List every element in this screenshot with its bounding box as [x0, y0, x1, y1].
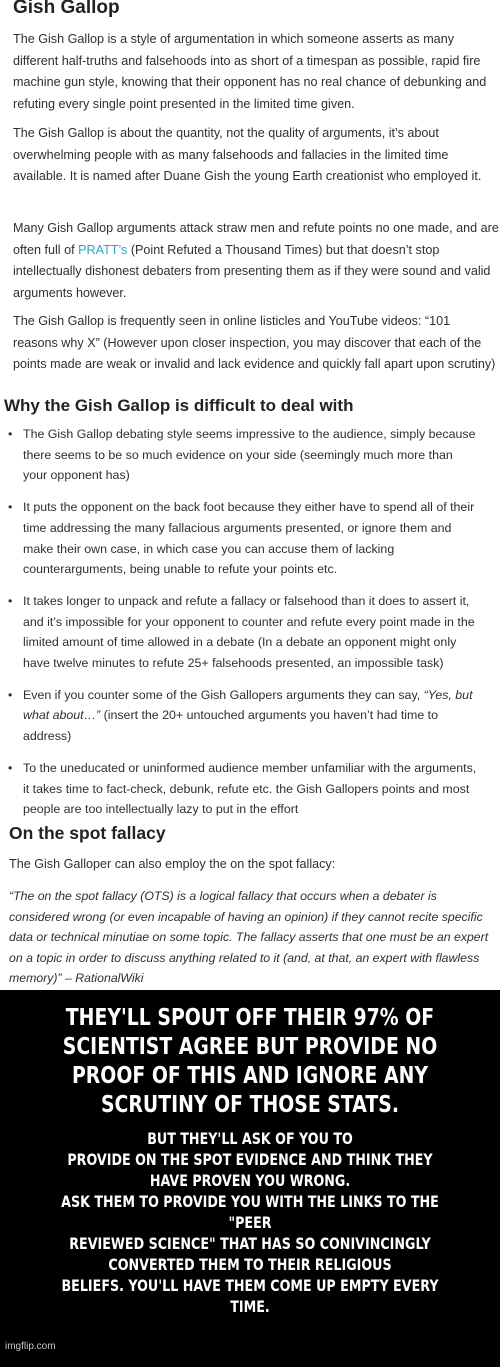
meme-top-caption: THEY'LL SPOUT OFF THEIR 97% OF SCIENTIST AGREE BUT PROVIDE NO PROOF OF THIS AND IGNORE ANY SCRUTINY OF THOSE STATS. — [62, 1005, 438, 1118]
bullet-icon: • — [8, 500, 13, 515]
list-item — [8, 591, 478, 674]
list-item-text: The Gish Gallop debating style seems impressive to the audience, simply because there seems to be so much evidence on your side (seemingly much more than your opponent has) — [23, 427, 476, 483]
list-item — [8, 758, 478, 820]
list-item-text-after: (insert the 20+ untouched arguments you haven’t had time to address) — [23, 708, 438, 744]
list-item-text: To the uneducated or uninformed audience member unfamiliar with the arguments, it takes time to fact-check, debunk, refute etc. the Gish Gallopers points and most people are too intellectually lazy to put in the effort — [23, 760, 477, 817]
p3-text-before: Many Gish Gallop arguments attack straw men and refute points no one made, and are often full of — [13, 221, 499, 257]
list-item — [8, 497, 478, 580]
imgflip-watermark: imgflip.com — [5, 1341, 56, 1352]
bullet-icon: • — [8, 593, 13, 608]
bullet-icon: • — [8, 760, 13, 775]
paragraph-listicles: The Gish Gallop is frequently seen in online listicles and YouTube videos: “101 reasons why X” (However upon closer inspection, you may discover that each of the points made are weak or invalid and lack evidence and quickly fall apart upon scrutiny) — [13, 314, 496, 372]
paragraph-definition: The Gish Gallop is a style of argumentation in which someone asserts as many different half-truths and falsehoods into as short of a timespan as possible, rapid fire machine gun style, knowing that their opponent has no real chance of debunking and refuting every single point presented in the limited time given. — [13, 32, 487, 112]
paragraph-spot-intro: The Gish Galloper can also employ the on the spot fallacy: — [9, 857, 336, 871]
bullet-icon: • — [8, 427, 13, 441]
paragraph-quantity: The Gish Gallop is about the quantity, not the quality of arguments, it’s about overwhelming people with as many falsehoods and fallacies in the limited time available. It is named after Duane Gish the young Earth creationist who employed it. — [13, 126, 482, 184]
bullet-icon: • — [8, 687, 13, 702]
list-item-italic: “Yes, but what about…” — [23, 687, 473, 723]
list-item-text: It takes longer to unpack and refute a fallacy or falsehood than it does to assert it, and it’s impossible for your opponent to counter and refute every point made in the limited amount of time allowed in a debate (In a debate an opponent might only have twelve minutes to refute 25+ falsehoods presented, an impossible task) — [23, 593, 475, 671]
pratt-link[interactable]: PRATT’s — [78, 242, 128, 257]
rationalwiki-quote: “The on the spot fallacy (OTS) is a logical fallacy that occurs when a debater is considered wrong (or even incapable of having an opinion) if they cannot recite specific data or technical minutiae on some topic. The fallacy asserts that one must be an expert on a topic in order to discuss anything related to it (and, at that, an expert with flawless memory)” – RationalWiki — [9, 889, 489, 985]
section-heading-why: Why the Gish Gallop is difficult to deal with — [4, 396, 354, 415]
meme-bottom-caption: BUT THEY'LL ASK OF YOU TO PROVIDE ON THE SPOT EVIDENCE AND THINK THEY HAVE PROVEN YOU WRONG. ASK THEM TO PROVIDE YOU WITH THE LINKS TO THE "PEER REVIEWED SCIENCE" THAT HAS SO CONIVINCINGLY CONVERTED THEM TO THEIR RELIGIOUS BELIEFS. YOU'LL HAVE THEM COME UP EMPTY EVERY TIME. — [61, 1129, 439, 1316]
list-item-text-before: Even if you counter some of the Gish Gallopers arguments they can say, — [23, 687, 424, 702]
reasons-list — [8, 424, 478, 831]
paragraph-straw-men — [13, 218, 500, 305]
p3-text-after: (Point Refuted a Thousand Times) but that doesn’t stop intellectually dishonest debaters from presenting them as if they were sound and valid arguments however. — [13, 242, 491, 301]
page-title: Gish Gallop — [13, 0, 120, 18]
list-item — [8, 685, 478, 747]
list-item-text: It puts the opponent on the back foot because they either have to spend all of their time addressing the many fallacious arguments presented, or ignore them and make their own case, in which case you can accuse them of lacking counterarguments, being unable to refute your points etc. — [23, 500, 475, 577]
meme-panel — [0, 990, 500, 1367]
list-item — [8, 424, 478, 486]
section-heading-on-the-spot: On the spot fallacy — [9, 823, 166, 843]
